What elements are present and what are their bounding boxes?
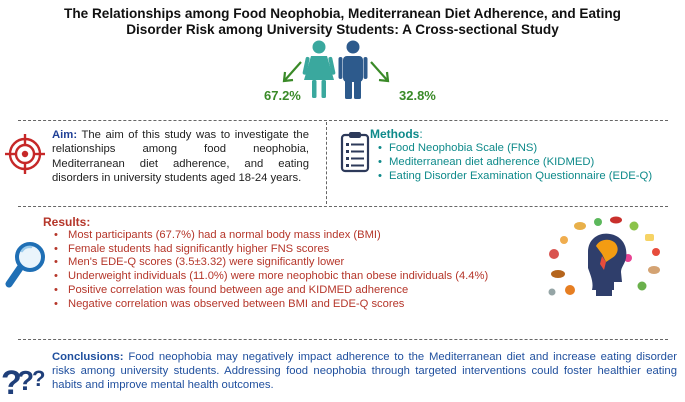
- clipboard-checklist-icon: [340, 131, 370, 173]
- conclusions-label: Conclusions:: [52, 351, 124, 363]
- results-item: • Men's EDE-Q scores (3.5±3.32) were significantly lower: [54, 256, 488, 270]
- methods-item: • Mediterranean diet adherence (KIDMED): [380, 156, 652, 170]
- divider-top: [18, 120, 668, 121]
- magnifier-icon: [4, 240, 48, 290]
- male-arrow-icon: [371, 62, 388, 81]
- female-person-icon: [302, 41, 335, 99]
- female-arrow-icon: [284, 62, 301, 81]
- results-item: • Negative correlation was observed between BMI and EDE-Q scores: [54, 298, 488, 312]
- results-item: • Underweight individuals (11.0%) were more neophobic than obese individuals (4.4%): [54, 270, 488, 284]
- svg-text:?: ?: [17, 365, 35, 396]
- results-item: • Female students had significantly higher FNS scores: [54, 243, 488, 257]
- results-list: [54, 229, 488, 311]
- female-percentage: 67.2%: [264, 88, 301, 103]
- divider-vertical: [326, 122, 327, 204]
- results-item: • Positive correlation was found between age and KIDMED adherence: [54, 284, 488, 298]
- divider-middle: [18, 206, 668, 207]
- methods-item: • Eating Disorder Examination Questionnaire (EDE-Q): [380, 170, 652, 184]
- conclusions-text: Food neophobia may negatively impact adherence to the Mediterranean diet and increase eating disorder risks among university students. Addressing food neophobia through targeted interventions could foster healthier eating habits and improve mental health outcomes.: [52, 351, 677, 391]
- svg-text:?: ?: [32, 366, 46, 391]
- target-crosshair-icon: [4, 133, 46, 175]
- results-title: Results:: [43, 215, 91, 229]
- svg-text:?: ?: [1, 364, 22, 398]
- aim-text: The aim of this study was to investigate the relationships among food neophobia, Mediterranean diet adherence, and eating disorders in university students aged 18-24 years.: [52, 129, 309, 185]
- methods-colon: :: [419, 127, 423, 141]
- conclusions-section: [52, 351, 677, 392]
- male-person-icon: [339, 41, 368, 100]
- methods-label: Methods: [370, 127, 420, 141]
- divider-bottom: [18, 339, 668, 340]
- results-item: • Most participants (67.7%) had a normal body mass index (BMI): [54, 229, 488, 243]
- page-title: The Relationships among Food Neophobia, Mediterranean Diet Adherence, and Eating Disorder Risk among University Students: A Cross-sectional Study: [64, 6, 621, 37]
- question-marks-icon: [0, 358, 50, 398]
- methods-item: • Food Neophobia Scale (FNS): [380, 142, 652, 156]
- male-percentage: 32.8%: [399, 88, 436, 103]
- aim-section: [52, 128, 309, 186]
- methods-list: [380, 142, 652, 183]
- head-with-food-icon: [542, 212, 664, 304]
- methods-title: [370, 127, 423, 141]
- aim-label: Aim:: [52, 129, 78, 141]
